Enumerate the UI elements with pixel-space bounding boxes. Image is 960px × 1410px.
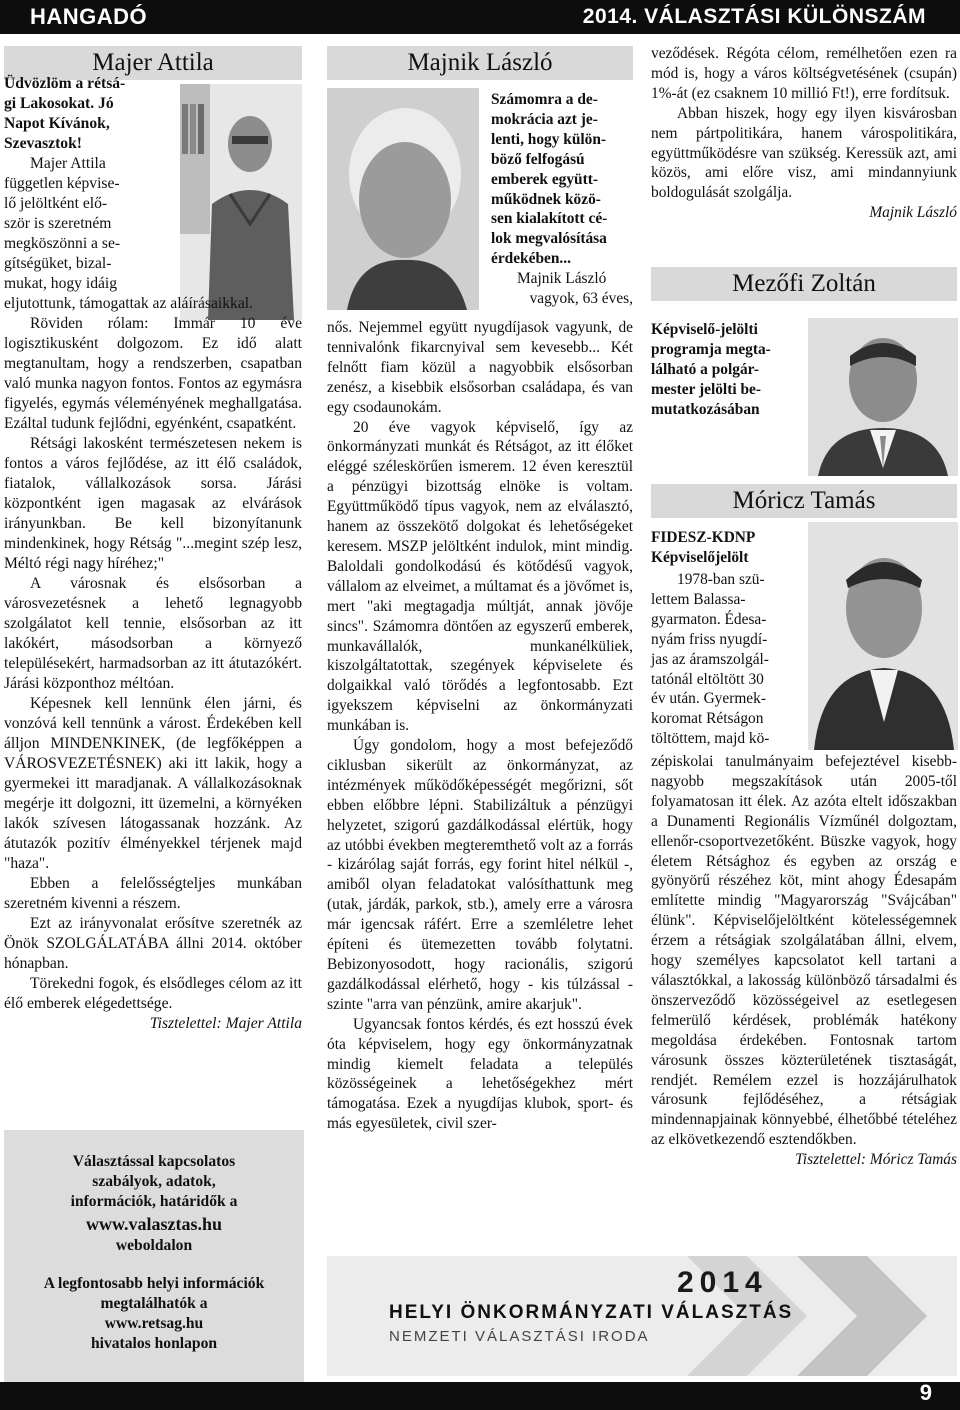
majer-line-5: megköszönni a se- <box>4 235 121 252</box>
moricz-header: Móricz Tamás <box>651 484 957 518</box>
majnik-paragraph: Abban hiszek, hogy egy ilyen kisvárosban nem pártpolitikára, hanem várospolitikára, együttműködésre van szükség. Keressük azt, ami közös, ami előre visz, ami mindannyiunk boldogulását szolgálja. <box>651 104 957 202</box>
majer-paragraph: Röviden rólam: Immár 10 éve logisztikusként dolgozom. Ez idő alatt megtanultam, hogy a rendszerben, csapatban való munka nagyon fontos. Fontos az egymásra figyelés, egymás véleményének meghallgatása. Ezáltal tudunk fejlődni, egyénként, csapatként. <box>4 315 302 432</box>
newspaper-title: HANGADÓ <box>30 4 148 29</box>
majer-line-8: eljutottunk, támogattak az aláírásaikkal. <box>4 295 253 312</box>
majnik-intro-line: vagyok, 63 éves, <box>529 290 633 308</box>
quote-line: sen kialakított cé- <box>491 210 608 228</box>
info-line: A legfontosabb helyi információk <box>43 1275 265 1292</box>
majer-signature: Tisztelettel: Majer Attila <box>149 1015 302 1032</box>
quote-line: mokrácia azt je- <box>491 110 598 128</box>
majnik-header: Majnik László <box>327 46 633 80</box>
logo-line-2: NEMZETI VÁLASZTÁSI IRODA <box>389 1328 650 1345</box>
logo-line-1: HELYI ÖNKORMÁNYZATI VÁLASZTÁS <box>389 1302 794 1323</box>
info-line: megtalálhatók a <box>100 1295 208 1312</box>
caption-line: mutatkozásában <box>651 401 760 418</box>
majer-greeting-1: Üdvözlöm a rétsá- <box>4 75 126 92</box>
moricz-party: FIDESZ-KDNP <box>651 529 756 546</box>
moricz-line: koromat Rétságon <box>651 710 764 728</box>
info-box <box>4 1130 304 1408</box>
info-line: hivatalos honlapon <box>90 1335 218 1352</box>
majer-paragraph: Törekedni fogok, és elsődleges célom az itt élő emberek elégedettsége. <box>4 975 302 1012</box>
info-line: szabályok, adatok, <box>92 1173 216 1190</box>
majer-line-6: gítségüket, bizal- <box>4 255 112 272</box>
moricz-line: tatónál eltöltött 30 <box>651 670 764 688</box>
quote-line: böző felfogású <box>491 150 585 168</box>
caption-line: programja megta- <box>651 341 771 358</box>
moricz-line: jas az áramszolgál- <box>651 650 769 668</box>
valasztas-link[interactable]: www.valasztas.hu <box>85 1214 223 1234</box>
majnik-paragraph: nős. Nejemmel együtt nyugdíjasok vagyunk, de tennivalónk fikarcnyival sem kevesebb... Két felnőtt fiam közül a nagyobbik elsősorban zenész, a kisebbik elsősorban családapa, és van egy csodaunokám. <box>327 319 633 416</box>
quote-line: Számomra a de- <box>491 91 598 108</box>
quote-line: érdekében... <box>491 250 571 268</box>
quote-line: lok megvalósítása <box>491 230 607 248</box>
majer-paragraph: Rétsági lakosként természetesen nekem is fontos a város fejlődése, az itt élő családok, fiatalok, vállalkozások sorsa. Járási központként igen magasak az elvárások irányunkban. Be kell bizonyítanunk mindenkinek, hogy Rétság "...megint szép lesz, Méltó régi nagy híréhez;" <box>4 435 302 572</box>
majer-line-2: független képvise- <box>4 175 120 192</box>
majnik-paragraph: 20 éve vagyok képviselő, így az önkormányzati munkát és Rétságot, az itt élőket eléggé széleskörűen ismerem. 12 éven keresztül a pénzügyi bizottság elnöke is voltam. Együttműködő típus vagyok, nem az elválasztó, hanem az összekötő dolgokat és lehetőségeket keresem. MSZP jelöltként indulok, mint mindig. Baloldali gondolkodású és kötődésű vagyok, vállalom az elveimet, a múltamat és a jövőmet is, mert "aki megtagadja múltját, annak jövője sincs". Számomra döntően az egyszerű emberek, munkavállalók, munkanélküliek, kiszolgáltatottak, szegények képviselete és dolgaikkal való törődés a legfontosabb. Ezt igyekszem képviselni az önkormányzati munkában is. <box>327 418 633 735</box>
majnik-continued <box>651 44 957 223</box>
majer-greeting-3: Napot Kívánok, <box>4 115 110 132</box>
moricz-photo <box>808 522 958 750</box>
moricz-line: 1978-ban szü- <box>677 571 765 588</box>
issue-title: 2014. VÁLASZTÁSI KÜLÖNSZÁM <box>582 5 926 28</box>
moricz-signature: Tisztelettel: Móricz Tamás <box>795 1151 957 1169</box>
quote-line: lenti, hogy külön- <box>491 130 607 148</box>
retsag-link[interactable]: www.retsag.hu <box>104 1315 204 1332</box>
majer-header: Majer Attila <box>4 46 302 80</box>
election-logo <box>327 1256 957 1376</box>
footer-bar <box>0 1382 960 1410</box>
caption-line: Képviselő-jelölti <box>651 321 758 338</box>
majer-line-4: ször is szeretném <box>4 215 112 232</box>
majer-paragraph: Ebben a felelősségteljes munkában szeretném kivenni a részem. <box>4 875 302 912</box>
majer-greeting-2: gi Lakosokat. Jó <box>4 95 114 112</box>
mezofi-caption <box>651 320 801 420</box>
majer-paragraph: A városnak és elsősorban a városvezetésnek a lehető legnagyobb szolgálatot kell tennie, elsősorban az itt lakókért, másodsorban a környező településekért, harmadsorban az itt átutazókért. Járási központhoz méltóan. <box>4 575 302 692</box>
majnik-article <box>327 318 633 1134</box>
majnik-paragraph: veződések. Régóta célom, remélhetően ezen ra mód is, hogy a város költségvetésének (csupán) 1%-át (ez csaknem 10 millió Ft!), erre fordítsuk. <box>651 45 957 102</box>
top-bar <box>0 0 960 34</box>
majnik-signature: Majnik László <box>869 204 957 222</box>
majnik-paragraph: Ugyancsak fontos kérdés, és ezt hosszú évek óta képviselem, hogy egy önkormányzatnak mindig kiemelt feladata a település közösségeinek a lehetőségekhez mért támogatása. Ezek a nyugdíjas klubok, sport- és más egyesületek, civil szer- <box>327 1015 633 1133</box>
caption-line: mester jelölti be- <box>651 381 761 398</box>
info-line: információk, határidők a <box>70 1193 238 1210</box>
majer-line-3: lő jelöltként elő- <box>4 195 108 212</box>
info-line: Választással kapcsolatos <box>72 1153 236 1170</box>
moricz-paragraph: zépiskolai tanulmányaim befejeztével kisebb-nagyobb megszakítások után 2005-től folyamatosan itt élek. Az azóta eltelt időszakban a Dunamenti Regionális Vízműnél dolgoztam, ellenőr-csoportvezetőként. Büszke vagyok, hogy életem Rétsághoz és egyben az ország e gyönyörű részéhez köt, mint ahogy Édesapám említette mindig "Magyarország "Svájcában" élünk". Képviselőjelöltként kötelességemnek érzem a rétságiak szolgálatában állni, elvem, hogy személyes kapcsolatot kell tartani a választókkal, a lakosság különböző társadalmi és önszerveződő közösségeivel az esetlegesen felmerülő kérdések, problémák hatékony megoldása érdekében. Fontosnak tartom városunk összes közterületének tisztaságát, rendjét. Remélem ezzel is hozzájárulhatok városunk fejlődéséhez, a rétságiak mindennapjainak könnyebbé, élhetőbbé tételéhez az elkövetkezendő esztendőkben. <box>651 753 957 1149</box>
logo-year: 2014 <box>677 1266 768 1299</box>
moricz-line: év után. Gyermek- <box>651 690 766 708</box>
majer-line-7: mukat, hogy idáig <box>4 275 118 292</box>
mezofi-photo <box>808 318 958 476</box>
majer-line-1: Majer Attila <box>30 155 106 172</box>
moricz-line: gyarmaton. Édesa- <box>651 610 767 628</box>
moricz-intro <box>651 570 797 749</box>
quote-line: emberek együtt- <box>491 170 598 188</box>
majnik-intro-line: Majnik László <box>517 270 607 288</box>
majer-paragraph: Képesnek kell lennünk élen járni, és vonzóvá kell tennünk a várost. Érdekében kell álljon MINDENKINEK, (de legfőképpen a VÁROSVEZETÉSNEK) aki itt lakik, hogy a gyermekei itt maradjanak. A vállalkozásoknak megérje itt dolgozni, itt üzemelni, a környéken lakók szívesen látogassanak hozzánk. Az átutazók pozitív élményekkel térjenek majd "haza". <box>4 695 302 872</box>
majer-paragraph: Ezt az irányvonalat erősítve szeretnék az Önök SZOLGÁLATÁBA állni 2014. október hónapban. <box>4 915 302 972</box>
moricz-article <box>651 752 957 1170</box>
moricz-header-info <box>651 528 801 568</box>
moricz-line: töltöttem, majd kö- <box>651 730 770 748</box>
mezofi-header: Mezőfi Zoltán <box>651 267 957 301</box>
majer-article <box>4 74 302 1034</box>
moricz-line: nyám friss nyugdí- <box>651 630 768 648</box>
moricz-role: Képviselőjelölt <box>651 548 749 566</box>
caption-line: lálható a polgár- <box>651 361 760 378</box>
moricz-line: lettem Balassa- <box>651 590 746 608</box>
majnik-paragraph: Úgy gondolom, hogy a most befejeződő ciklusban sikerült az önkormányzat, az intézmények működőképességét megőrizni, sőt ebben előbbre lépni. Stabilizáltuk a pénzügyi helyzetet, szigorú gazdálkodással elértük, hogy az utóbbi években megteremthető volt az a forrás - kizárólag saját forrás, egy forint hitel nélkül -, amiből olyan feladatokat valósíthattunk meg (utak, járdák, parkok, stb.), amely erre a városra már igencsak ráfért. Erre a szemléletre lehet építeni és ütemezetten tovább folytatni. Bebizonyosodott, hogy racionális, szigorú gazdálkodással elérhető, hogy - kis túlzással - szinte "arra van pénzünk, amire akarjuk". <box>327 737 633 1013</box>
majnik-quote <box>491 90 633 309</box>
quote-line: működnek közö- <box>491 190 601 208</box>
info-line: weboldalon <box>115 1237 193 1254</box>
page-number: 9 <box>919 1380 932 1405</box>
majnik-photo <box>327 88 479 310</box>
majer-greeting-4: Szevasztok! <box>4 135 82 152</box>
